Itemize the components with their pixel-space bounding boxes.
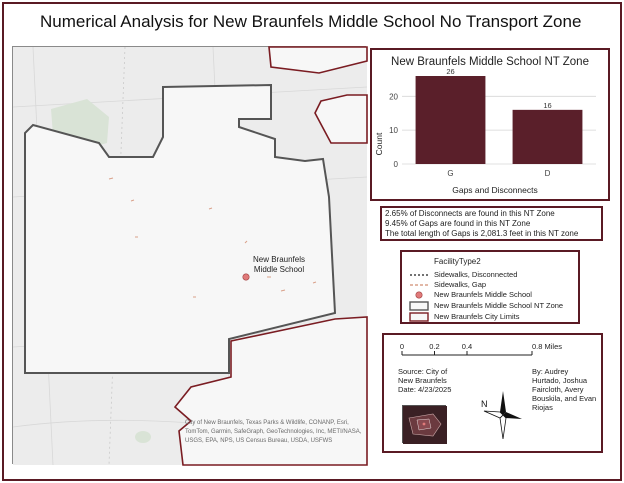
author-line: Hurtado, Joshua	[532, 376, 588, 385]
y-tick-label: 20	[389, 92, 398, 102]
legend-label: New Braunfels City Limits	[434, 312, 520, 321]
chart-xlabel: Gaps and Disconnects	[452, 185, 538, 195]
chart-title: New Braunfels Middle School NT Zone	[391, 56, 589, 68]
scale-bar	[398, 339, 563, 361]
bar-G	[416, 76, 486, 164]
legend-label: New Braunfels Middle School NT Zone	[434, 301, 564, 310]
chart-bars	[416, 67, 583, 178]
info-box	[382, 333, 603, 453]
locator-map-graphic	[403, 406, 447, 444]
chart-frame	[370, 48, 610, 201]
dashed-dark-line-icon	[408, 270, 430, 280]
source-date: Date: 4/23/2025	[398, 385, 452, 394]
author-line: Bouskila, and Evan	[532, 394, 597, 403]
legend-item-disconnected	[408, 270, 578, 280]
stats-box	[380, 206, 603, 241]
stat-gaps: 9.45% of Gaps are found in this NT Zone	[385, 219, 531, 228]
x-tick-label: G	[447, 169, 454, 178]
author-line: Riojas	[532, 403, 553, 412]
author-line: Faircloth, Avery	[532, 385, 584, 394]
bar-value-label: 16	[543, 100, 552, 110]
legend	[400, 250, 580, 324]
legend-label: Sidewalks, Gap	[434, 280, 487, 289]
school-label: New Braunfels Middle School	[252, 255, 306, 274]
maroon-box-icon	[408, 312, 430, 322]
author-line: By: Audrey	[532, 367, 569, 376]
legend-title: FacilityType2	[434, 257, 481, 266]
bar-chart	[372, 50, 608, 199]
legend-item-nt-zone	[408, 301, 578, 311]
stat-gap-length: The total length of Gaps is 2,081.3 feet in this NT zone	[385, 229, 579, 238]
map-credits: City of New Braunfels, Texas Parks & Wildlife, CONANP, Esri, TomTom, Garmin, SafeGraph, GeoTechnologies, Inc, METI/NASA, USGS, EPA, NPS, US Census Bureau, USDA, USFWS	[185, 420, 362, 444]
chart-ylabel: Count	[374, 132, 384, 156]
legend-label: New Braunfels Middle School	[434, 290, 532, 299]
y-tick-label: 0	[393, 160, 398, 169]
locator-map	[402, 405, 446, 443]
scale-tick-label: 0.2	[429, 342, 440, 351]
north-label: N	[481, 399, 488, 409]
source-line: New Braunfels	[398, 376, 447, 385]
gray-box-icon	[408, 301, 430, 311]
pink-dot-icon	[408, 290, 430, 300]
y-tick-label: 10	[389, 126, 398, 136]
scale-tick-label: 0	[399, 342, 405, 351]
dashed-orange-line-icon	[408, 280, 430, 290]
source-line: Source: City of	[398, 367, 448, 376]
scale-tick-label: 0.8 Miles	[532, 342, 563, 351]
legend-label: Sidewalks, Disconnected	[434, 270, 518, 279]
legend-item-city-limits	[408, 312, 578, 322]
bar-D	[513, 110, 583, 164]
x-tick-label: D	[544, 169, 551, 178]
legend-item-gap	[408, 280, 578, 290]
authors-text	[532, 367, 598, 412]
map-frame[interactable]	[12, 46, 366, 464]
bar-value-label: 26	[446, 67, 455, 76]
legend-item-school	[408, 290, 578, 300]
compass-rose-icon	[478, 387, 528, 443]
scale-tick-label: 0.4	[461, 342, 473, 351]
page-title: Numerical Analysis for New Braunfels Middle School No Transport Zone	[40, 12, 582, 31]
source-text	[398, 367, 478, 394]
stat-disconnects: 2.65% of Disconnects are found in this NT Zone	[385, 209, 555, 218]
map-canvas[interactable]	[13, 47, 367, 465]
scale-ticks	[400, 342, 562, 355]
